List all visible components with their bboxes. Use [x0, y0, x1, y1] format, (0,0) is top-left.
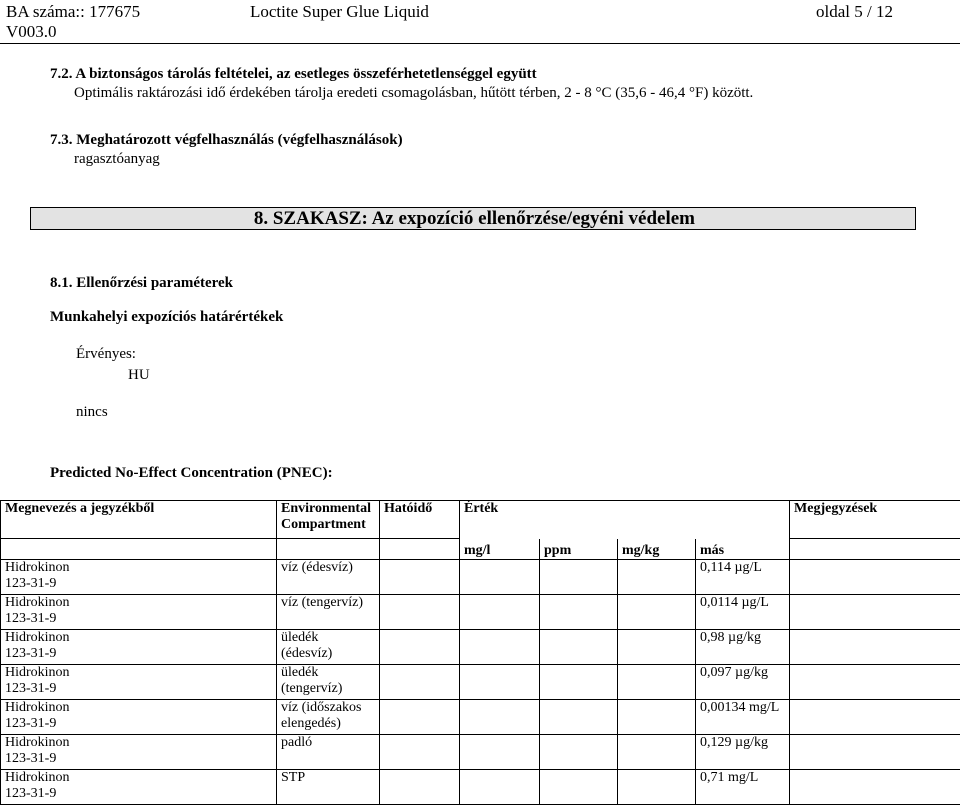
version: V003.0	[6, 22, 57, 41]
ppm-cell	[540, 735, 618, 770]
remarks-cell	[790, 665, 960, 700]
ba-number: BA száma:: 177675	[6, 2, 141, 21]
compartment-line-2: elengedés)	[281, 716, 341, 731]
compartment-cell	[277, 735, 380, 770]
cas-number: 123-31-9	[5, 786, 57, 801]
other-value-cell: 0,097 µg/kg	[696, 665, 790, 700]
substance-name: Hidrokinon	[5, 595, 70, 610]
mgl-cell	[460, 595, 540, 630]
substance-cell	[1, 630, 277, 665]
header-rule	[0, 43, 960, 44]
section-8-banner	[30, 207, 916, 230]
other-value-cell: 0,00134 mg/L	[696, 700, 790, 735]
exposure-cell	[380, 770, 460, 805]
mgkg-cell	[618, 665, 696, 700]
mgl-cell	[460, 630, 540, 665]
substance-name: Hidrokinon	[5, 770, 70, 785]
mgkg-cell	[618, 630, 696, 665]
compartment-line-1: üledék	[281, 630, 319, 645]
valid-country: HU	[128, 367, 150, 383]
none-text: nincs	[76, 404, 108, 420]
exposure-cell	[380, 665, 460, 700]
compartment-line-1: víz (édesvíz)	[281, 560, 353, 575]
other-value-cell: 0,114 µg/L	[696, 560, 790, 595]
mgkg-cell	[618, 735, 696, 770]
ppm-cell	[540, 770, 618, 805]
remarks-cell	[790, 595, 960, 630]
oel-subtitle: Munkahelyi expozíciós határértékek	[50, 309, 284, 325]
ppm-cell	[540, 560, 618, 595]
compartment-line-1: víz (tengervíz)	[281, 595, 364, 610]
compartment-line-1: üledék	[281, 665, 319, 680]
remarks-cell	[790, 560, 960, 595]
section-8-title: 8. SZAKASZ: Az expozíció ellenőrzése/egyéni védelem	[253, 208, 695, 229]
section-8-1-title: 8.1. Ellenőrzési paraméterek	[50, 275, 234, 291]
remarks-cell	[790, 770, 960, 805]
unit-other: más	[696, 539, 790, 560]
section-7-3-title: 7.3. Meghatározott végfelhasználás (végfelhasználások)	[50, 132, 403, 148]
cas-number: 123-31-9	[5, 576, 57, 591]
substance-cell	[1, 665, 277, 700]
exposure-cell	[380, 560, 460, 595]
exposure-cell	[380, 700, 460, 735]
table-header-row	[1, 501, 960, 539]
compartment-cell	[277, 665, 380, 700]
ppm-cell	[540, 595, 618, 630]
substance-cell	[1, 560, 277, 595]
compartment-cell	[277, 560, 380, 595]
header-compartment: Environmental Compartment	[277, 501, 380, 539]
table-row	[1, 700, 960, 735]
other-value-cell: 0,71 mg/L	[696, 770, 790, 805]
table-row	[1, 630, 960, 665]
other-value-cell: 0,129 µg/kg	[696, 735, 790, 770]
other-value-cell: 0,98 µg/kg	[696, 630, 790, 665]
ppm-cell	[540, 630, 618, 665]
unit-mgl: mg/l	[460, 539, 540, 560]
cas-number: 123-31-9	[5, 646, 57, 661]
pnec-table	[0, 500, 960, 805]
compartment-cell	[277, 700, 380, 735]
mgkg-cell	[618, 770, 696, 805]
mgkg-cell	[618, 595, 696, 630]
header-exposure: Hatóidő	[380, 501, 460, 539]
compartment-cell	[277, 630, 380, 665]
header-value: Érték	[460, 501, 790, 539]
cas-number: 123-31-9	[5, 751, 57, 766]
compartment-line-1: padló	[281, 735, 313, 750]
compartment-line-1: STP	[281, 770, 306, 785]
table-row	[1, 770, 960, 805]
page-number: oldal 5 / 12	[816, 2, 893, 21]
ppm-cell	[540, 665, 618, 700]
cas-number: 123-31-9	[5, 681, 57, 696]
substance-cell	[1, 735, 277, 770]
other-value-cell: 0,0114 µg/L	[696, 595, 790, 630]
compartment-line-2: (tengervíz)	[281, 681, 343, 696]
ppm-cell	[540, 700, 618, 735]
substance-cell	[1, 595, 277, 630]
substance-cell	[1, 770, 277, 805]
product-name: Loctite Super Glue Liquid	[250, 2, 429, 21]
mgl-cell	[460, 770, 540, 805]
compartment-line-1: víz (időszakos	[281, 700, 362, 715]
cas-number: 123-31-9	[5, 716, 57, 731]
valid-label: Érvényes:	[76, 346, 136, 362]
substance-name: Hidrokinon	[5, 560, 70, 575]
exposure-cell	[380, 735, 460, 770]
section-7-2-title: 7.2. A biztonságos tárolás feltételei, az esetleges összeférhetetlenséggel együtt	[50, 66, 537, 82]
mgl-cell	[460, 735, 540, 770]
table-row	[1, 665, 960, 700]
remarks-cell	[790, 735, 960, 770]
table-units-row	[1, 539, 960, 560]
table-row	[1, 595, 960, 630]
table-row	[1, 735, 960, 770]
mgkg-cell	[618, 700, 696, 735]
compartment-cell	[277, 770, 380, 805]
remarks-cell	[790, 630, 960, 665]
table-row	[1, 560, 960, 595]
unit-ppm: ppm	[540, 539, 618, 560]
header-remarks: Megjegyzések	[790, 501, 960, 539]
pnec-title: Predicted No-Effect Concentration (PNEC):	[50, 465, 333, 481]
unit-mgkg: mg/kg	[618, 539, 696, 560]
substance-name: Hidrokinon	[5, 665, 70, 680]
exposure-cell	[380, 630, 460, 665]
mgl-cell	[460, 560, 540, 595]
cas-number: 123-31-9	[5, 611, 57, 626]
substance-cell	[1, 700, 277, 735]
compartment-cell	[277, 595, 380, 630]
compartment-line-2: (édesvíz)	[281, 646, 333, 661]
mgl-cell	[460, 700, 540, 735]
remarks-cell	[790, 700, 960, 735]
section-7-2-text: Optimális raktározási idő érdekében tárolja eredeti csomagolásban, hűtött térben, 2 - 8 °C (35,6 - 46,4 °F) között.	[74, 85, 754, 101]
mgl-cell	[460, 665, 540, 700]
substance-name: Hidrokinon	[5, 630, 70, 645]
mgkg-cell	[618, 560, 696, 595]
section-7-3-text: ragasztóanyag	[74, 151, 160, 167]
header-name: Megnevezés a jegyzékből	[1, 501, 277, 539]
exposure-cell	[380, 595, 460, 630]
substance-name: Hidrokinon	[5, 700, 70, 715]
substance-name: Hidrokinon	[5, 735, 70, 750]
